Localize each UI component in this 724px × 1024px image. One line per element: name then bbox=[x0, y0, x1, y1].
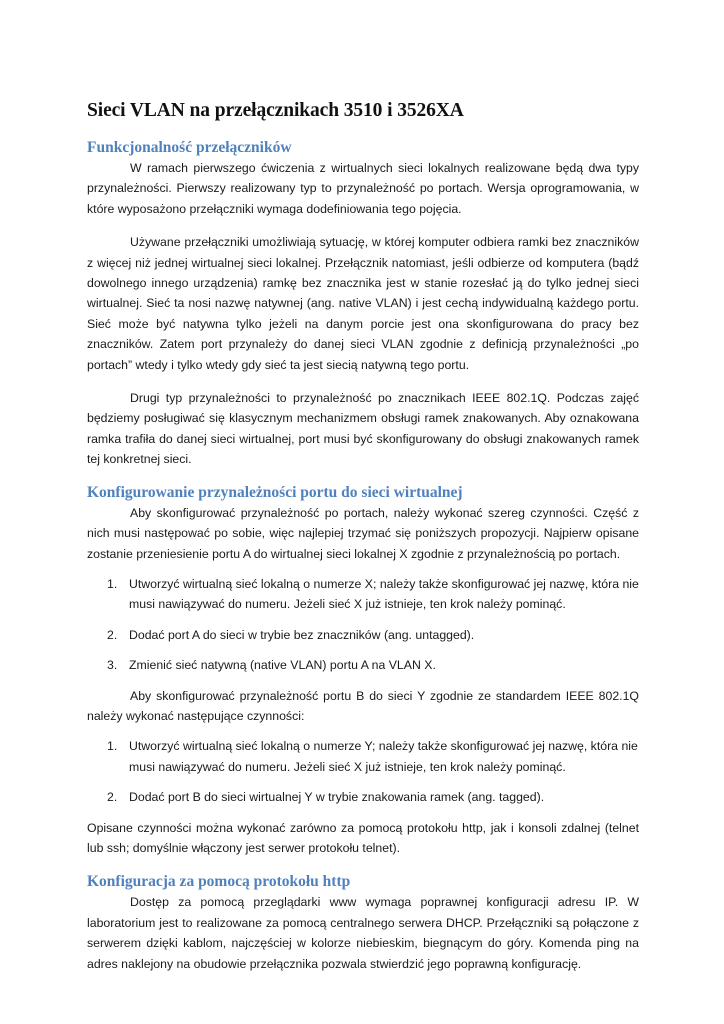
list-item-number: 1. bbox=[107, 576, 118, 591]
document-page bbox=[87, 98, 639, 974]
list-item-text: Dodać port B do sieci wirtualnej Y w trybie znakowania ramek (ang. tagged). bbox=[129, 790, 545, 805]
list-item bbox=[87, 625, 639, 645]
list-item-number: 3. bbox=[107, 658, 118, 673]
list-item-text: Utworzyć wirtualną sieć lokalną o numerze X; należy także skonfigurować jej nazwę, która nie musi nawiązywać do numeru. Jeżeli sieć X już istnieje, ten krok należy pominąć. bbox=[129, 576, 639, 612]
paragraph: W ramach pierwszego ćwiczenia z wirtualnych sieci lokalnych realizowane będą dwa typy przynależności. Pierwszy realizowany typ to przynależność po portach. Wersja oprogramowania, w które wyposażono przełączniki wymaga dodefiniowania tego pojęcia. bbox=[87, 161, 639, 216]
paragraph: Dostęp za pomocą przeglądarki www wymaga poprawnej konfiguracji adresu IP. W laboratorium jest to realizowane za pomocą centralnego serwera DHCP. Przełączniki są połączone z serwerem dzięki kablom, najczęściej w kolorze niebieskim, biegnącym do góry. Komenda ping na adres naklejony na obudowie przełącznika pozwala stwierdzić jego poprawną konfigurację. bbox=[87, 895, 639, 971]
list-item bbox=[87, 736, 639, 777]
paragraph: Opisane czynności można wykonać zarówno za pomocą protokołu http, jak i konsoli zdalnej (telnet lub ssh; domyślnie włączony jest serwer protokołu telnet). bbox=[87, 820, 639, 855]
list-item bbox=[87, 574, 639, 615]
paragraph: Aby skonfigurować przynależność po portach, należy wykonać szereg czynności. Część z nich musi następować po sobie, więc najlepiej trzymać się poniższych propozycji. Najpierw opisane zostanie przeniesienie portu A do wirtualnej sieci lokalnej X zgodnie z przynależnością po portach. bbox=[87, 505, 639, 561]
list-item-text: Dodać port A do sieci w trybie bez znaczników (ang. untagged). bbox=[129, 627, 475, 642]
steps-list-port-b bbox=[87, 736, 639, 807]
section-heading-port-membership: Konfigurowanie przynależności portu do sieci wirtualnej bbox=[87, 483, 463, 501]
section-port-membership bbox=[87, 483, 639, 859]
steps-list-port-a bbox=[87, 574, 639, 676]
section-heading-functionality: Funkcjonalność przełączników bbox=[87, 139, 292, 156]
section-heading-http-config: Konfiguracja za pomocą protokołu http bbox=[87, 873, 351, 891]
paragraph: Aby skonfigurować przynależność portu B do sieci Y zgodnie ze standardem IEEE 802.1Q należy wykonać następujące czynności: bbox=[87, 688, 639, 723]
paragraph: Używane przełączniki umożliwiają sytuację, w której komputer odbiera ramki bez znaczników z więcej niż jednej wirtualnej sieci lokalnej. Przełącznik natomiast, jeśli odbierze od komputera (bądź dowolnego innego urządzenia) ramkę bez znacznika jest w stanie rozesłać ją do tylko jednej sieci wirtualnej. Sieć ta nosi nazwę natywnej (ang. native VLAN) i jest cechą indywidualną każdego portu. Sieć może być natywna tylko jeżeli na danym porcie jest ona skonfigurowana do pracy bez znaczników. Zatem port przynależy do danej sieci VLAN zgodnie z definicją przynależności „po portach” wtedy i tylko wtedy gdy sieć ta jest siecią natywną tego portu. bbox=[87, 235, 639, 372]
list-item-number: 1. bbox=[107, 739, 118, 754]
list-item-number: 2. bbox=[107, 790, 118, 805]
list-item bbox=[87, 655, 639, 675]
paragraph: Drugi typ przynależności to przynależność po znacznikach IEEE 802.1Q. Podczas zajęć będziemy posługiwać się klasycznym mechanizmem obsługi ramek znakowanych. Aby oznakowana ramka trafiła do danej sieci wirtualnej, port musi być skonfigurowany do obsługi znakowanych ramek tej konkretnej sieci. bbox=[87, 391, 639, 467]
list-item-text: Zmienić sieć natywną (native VLAN) portu A na VLAN X. bbox=[129, 658, 436, 673]
section-functionality bbox=[87, 138, 639, 470]
list-item bbox=[87, 787, 639, 807]
list-item-text: Utworzyć wirtualną sieć lokalną o numerze Y; należy także skonfigurować jej nazwę, która nie musi nawiązywać do numeru. Jeżeli sieć X już istnieje, ten krok należy pominąć. bbox=[129, 739, 638, 774]
document-title: Sieci VLAN na przełącznikach 3510 i 3526XA bbox=[87, 100, 464, 121]
section-http-config bbox=[87, 872, 639, 974]
list-item-number: 2. bbox=[107, 627, 118, 642]
